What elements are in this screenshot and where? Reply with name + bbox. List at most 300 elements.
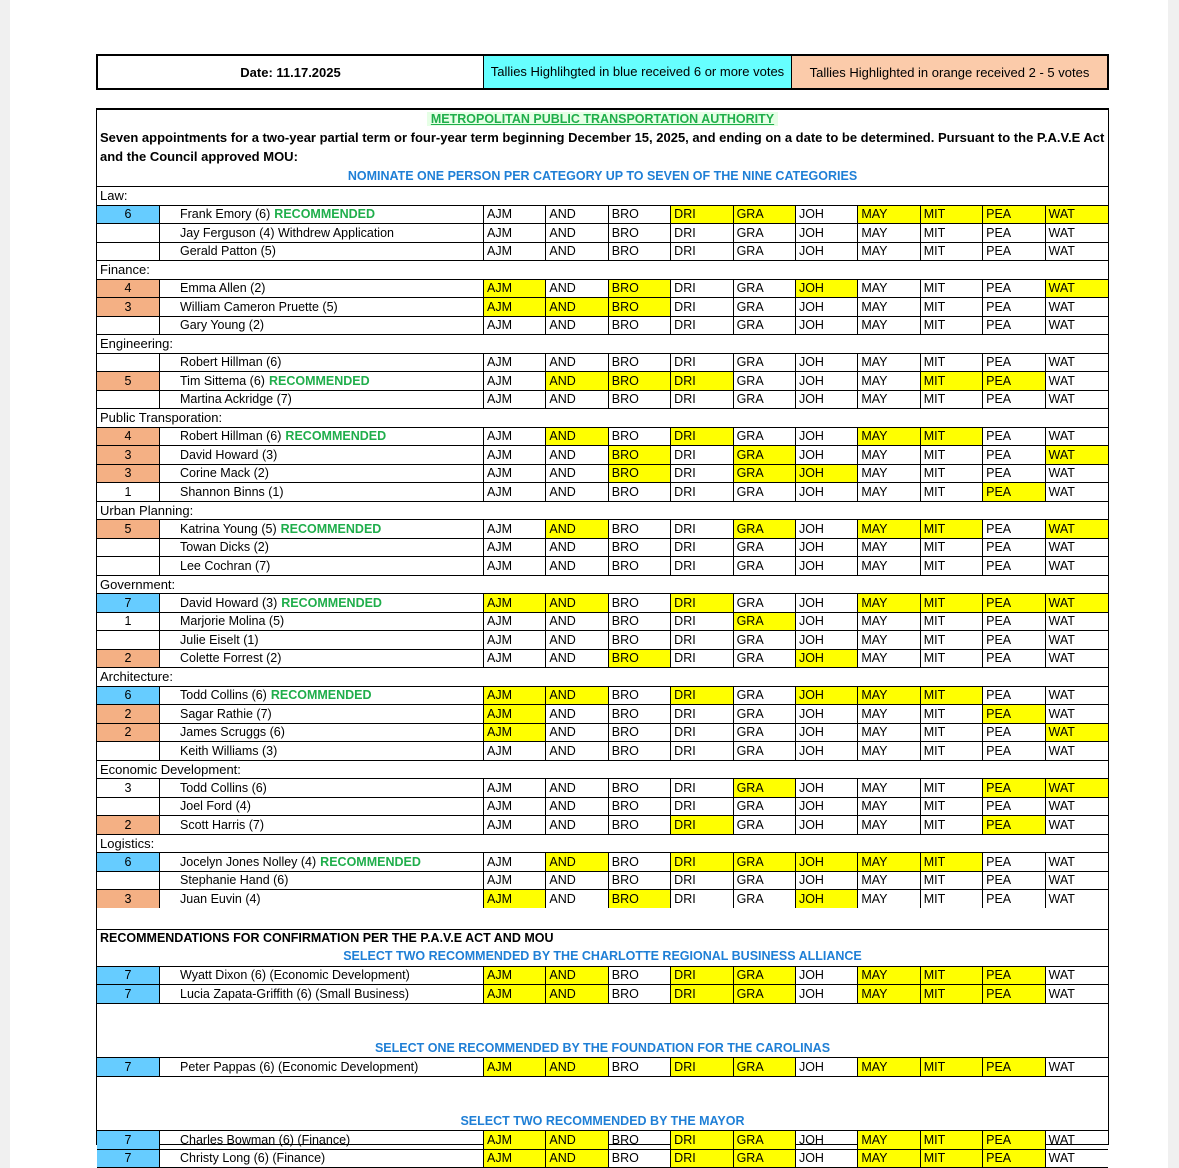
- vote-cell-bro: BRO: [609, 816, 671, 834]
- vote-cell-gra: GRA: [734, 465, 796, 483]
- vote-cell-joh: JOH: [796, 985, 858, 1003]
- tally-cell: 2: [97, 724, 160, 742]
- vote-cell-bro: BRO: [609, 1131, 671, 1149]
- vote-cell-may: MAY: [858, 298, 920, 316]
- vote-cell-ajm: AJM: [484, 724, 546, 742]
- vote-cell-ajm: AJM: [484, 816, 546, 834]
- vote-cell-and: AND: [546, 613, 608, 631]
- vote-cell-and: AND: [546, 483, 608, 501]
- vote-cell-mit: MIT: [921, 705, 983, 723]
- vote-cell-mit: MIT: [921, 465, 983, 483]
- vote-cell-joh: JOH: [796, 705, 858, 723]
- nominee-name-cell: [160, 539, 484, 557]
- vote-cell-bro: BRO: [609, 446, 671, 464]
- table-row: [97, 482, 1108, 501]
- table-row: [97, 797, 1108, 816]
- blue-legend: Tallies Highlihgted in blue received 6 or more votes: [483, 56, 792, 88]
- vote-cell-and: AND: [546, 224, 608, 242]
- tally-cell: 3: [97, 446, 160, 464]
- vote-cell-joh: JOH: [796, 594, 858, 612]
- vote-cell-ajm: AJM: [484, 687, 546, 705]
- nominee-name: Corine Mack (2): [180, 466, 269, 481]
- vote-cell-and: AND: [546, 631, 608, 649]
- vote-cell-mit: MIT: [921, 557, 983, 575]
- vote-cell-joh: JOH: [796, 1058, 858, 1076]
- vote-cell-pea: PEA: [983, 224, 1045, 242]
- nominee-name: Gerald Patton (5): [180, 244, 276, 259]
- vote-cell-wat: WAT: [1048, 986, 1075, 1001]
- nominee-name-cell: [160, 631, 484, 649]
- vote-cell-bro: BRO: [609, 206, 671, 224]
- tally-cell: [97, 391, 160, 409]
- vote-cell-mit: MIT: [921, 872, 983, 890]
- vote-cell-pea: PEA: [983, 280, 1045, 298]
- vote-cell-pea: PEA: [983, 483, 1045, 501]
- vote-cell-dri: DRI: [671, 872, 733, 890]
- table-row: [97, 686, 1108, 705]
- vote-cell-pea: PEA: [983, 465, 1045, 483]
- vote-cell-joh: JOH: [796, 446, 858, 464]
- tally-cell: 4: [97, 280, 160, 298]
- tally-cell: [97, 872, 160, 890]
- vote-cell-mit: MIT: [921, 650, 983, 668]
- vote-cell-dri: DRI: [671, 520, 733, 538]
- vote-cell-joh: JOH: [796, 224, 858, 242]
- vote-cell-wat: WAT: [1048, 1151, 1075, 1166]
- nominee-name-cell: [160, 1131, 484, 1149]
- vote-cell-and: AND: [546, 594, 608, 612]
- tally-cell: 6: [97, 206, 160, 224]
- nominee-name-cell: [160, 354, 484, 372]
- vote-cell-wat: WAT: [1048, 225, 1075, 240]
- vote-cell-wat: WAT: [1046, 779, 1108, 797]
- vote-cell-ajm: AJM: [484, 650, 546, 668]
- vote-cell-and: AND: [546, 1150, 608, 1168]
- vote-cell-and: AND: [546, 280, 608, 298]
- tally-cell: 1: [97, 613, 160, 631]
- vote-cell-mit: MIT: [921, 317, 983, 335]
- vote-cell-pea: PEA: [983, 853, 1045, 871]
- nominee-name-cell: [160, 853, 484, 871]
- vote-cell-pea: PEA: [983, 243, 1045, 261]
- tally-cell: [97, 798, 160, 816]
- vote-cell-and: AND: [546, 317, 608, 335]
- vote-cell-bro: BRO: [609, 687, 671, 705]
- vote-cell-pea: PEA: [983, 967, 1045, 985]
- vote-cell-may: MAY: [858, 539, 920, 557]
- tally-cell: [97, 354, 160, 372]
- vote-cell-dri: DRI: [671, 539, 733, 557]
- vote-cell-mit: MIT: [921, 890, 983, 908]
- vote-cell-and: AND: [546, 705, 608, 723]
- vote-cell-gra: GRA: [734, 650, 796, 668]
- vote-cell-wat: WAT: [1046, 520, 1108, 538]
- vote-cell-and: AND: [546, 816, 608, 834]
- vote-cell-joh: JOH: [796, 967, 858, 985]
- vote-cell-bro: BRO: [609, 539, 671, 557]
- vote-cell-ajm: AJM: [484, 520, 546, 538]
- vote-cell-may: MAY: [858, 687, 920, 705]
- vote-cell-dri: DRI: [671, 798, 733, 816]
- nominee-name: Emma Allen (2): [180, 281, 266, 296]
- vote-cell-dri: DRI: [671, 557, 733, 575]
- table-row: [97, 1130, 1108, 1149]
- vote-cell-ajm: AJM: [484, 391, 546, 409]
- vote-cell-bro: BRO: [609, 779, 671, 797]
- vote-cell-mit: MIT: [921, 816, 983, 834]
- vote-cell-may: MAY: [858, 465, 920, 483]
- vote-cell-dri: DRI: [671, 224, 733, 242]
- vote-cell-wat: WAT: [1048, 1059, 1075, 1074]
- vote-cell-pea: PEA: [983, 779, 1045, 797]
- nominee-name-cell: [160, 967, 484, 985]
- nominee-name: Wyatt Dixon (6) (Economic Development): [180, 968, 410, 983]
- vote-cell-and: AND: [546, 428, 608, 446]
- vote-cell-joh: JOH: [796, 853, 858, 871]
- vote-cell-pea: PEA: [983, 1058, 1045, 1076]
- nominee-name: David Howard (3): [180, 447, 278, 462]
- vote-cell-joh: JOH: [796, 816, 858, 834]
- vote-cell-wat: WAT: [1048, 1132, 1075, 1147]
- vote-cell-dri: DRI: [671, 985, 733, 1003]
- vote-cell-bro: BRO: [609, 742, 671, 760]
- tally-cell: [97, 224, 160, 242]
- vote-cell-may: MAY: [858, 243, 920, 261]
- nominee-name: Robert Hillman (6): [180, 355, 282, 370]
- row-divider: [97, 1003, 1108, 1004]
- vote-cell-and: AND: [546, 446, 608, 464]
- vote-cell-dri: DRI: [671, 650, 733, 668]
- vote-cell-bro: BRO: [609, 243, 671, 261]
- vote-cell-joh: JOH: [796, 483, 858, 501]
- vote-cell-wat: WAT: [1048, 968, 1075, 983]
- vote-cell-mit: MIT: [921, 1058, 983, 1076]
- vote-cell-dri: DRI: [671, 967, 733, 985]
- table-row: [97, 464, 1108, 483]
- nominee-name-cell: [160, 724, 484, 742]
- nominee-name: Todd Collins (6): [180, 688, 267, 703]
- recommended-label: RECOMMENDED: [268, 373, 370, 388]
- vote-cell-and: AND: [546, 872, 608, 890]
- vote-cell-ajm: AJM: [484, 1150, 546, 1168]
- vote-cell-joh: JOH: [796, 520, 858, 538]
- vote-cell-and: AND: [546, 1131, 608, 1149]
- tally-cell: [97, 243, 160, 261]
- vote-cell-bro: BRO: [609, 1058, 671, 1076]
- tally-cell: 3: [97, 779, 160, 797]
- vote-cell-pea: PEA: [983, 742, 1045, 760]
- vote-cell-bro: BRO: [609, 798, 671, 816]
- category-label: Urban Planning:: [97, 501, 1108, 520]
- vote-cell-ajm: AJM: [484, 354, 546, 372]
- vote-cell-dri: DRI: [671, 317, 733, 335]
- table-row: [97, 630, 1108, 649]
- vote-cell-ajm: AJM: [484, 853, 546, 871]
- vote-cell-pea: PEA: [983, 1131, 1045, 1149]
- vote-cell-joh: JOH: [796, 243, 858, 261]
- vote-cell-bro: BRO: [609, 483, 671, 501]
- vote-cell-mit: MIT: [921, 967, 983, 985]
- vote-cell-joh: JOH: [796, 206, 858, 224]
- vote-cell-pea: PEA: [983, 539, 1045, 557]
- vote-cell-bro: BRO: [609, 631, 671, 649]
- vote-cell-bro: BRO: [609, 391, 671, 409]
- vote-cell-joh: JOH: [796, 650, 858, 668]
- nominee-name: Lucia Zapata-Griffith (6) (Small Business): [180, 986, 410, 1001]
- vote-cell-gra: GRA: [734, 317, 796, 335]
- vote-cell-may: MAY: [858, 557, 920, 575]
- vote-cell-bro: BRO: [609, 650, 671, 668]
- vote-cell-gra: GRA: [734, 631, 796, 649]
- vote-cell-may: MAY: [858, 354, 920, 372]
- vote-cell-bro: BRO: [609, 280, 671, 298]
- legend-header: [96, 54, 1109, 90]
- vote-cell-ajm: AJM: [484, 298, 546, 316]
- table-row: [97, 390, 1108, 409]
- vote-cell-dri: DRI: [671, 372, 733, 390]
- table-row: [97, 371, 1108, 390]
- table-row: [97, 519, 1108, 538]
- vote-cell-may: MAY: [858, 650, 920, 668]
- vote-cell-may: MAY: [858, 798, 920, 816]
- vote-cell-pea: PEA: [983, 798, 1045, 816]
- authority-title-text: METROPOLITAN PUBLIC TRANSPORTATION AUTHORITY: [427, 112, 778, 126]
- vote-cell-may: MAY: [858, 428, 920, 446]
- vote-cell-gra: GRA: [734, 224, 796, 242]
- category-label: Economic Development:: [97, 760, 1108, 779]
- vote-cell-bro: BRO: [609, 594, 671, 612]
- table-row: [97, 445, 1108, 464]
- vote-cell-may: MAY: [858, 742, 920, 760]
- vote-cell-gra: GRA: [734, 853, 796, 871]
- vote-cell-dri: DRI: [671, 428, 733, 446]
- vote-cell-bro: BRO: [609, 705, 671, 723]
- vote-cell-joh: JOH: [796, 280, 858, 298]
- vote-cell-and: AND: [546, 853, 608, 871]
- category-label: Government:: [97, 575, 1108, 594]
- vote-cell-mit: MIT: [921, 428, 983, 446]
- vote-cell-joh: JOH: [796, 1150, 858, 1168]
- vote-cell-mit: MIT: [921, 742, 983, 760]
- vote-cell-gra: GRA: [734, 428, 796, 446]
- vote-cell-gra: GRA: [734, 613, 796, 631]
- tally-cell: 5: [97, 520, 160, 538]
- tally-table: [96, 108, 1109, 1166]
- vote-cell-ajm: AJM: [484, 890, 546, 908]
- vote-cell-wat: WAT: [1048, 891, 1075, 906]
- vote-cell-gra: GRA: [734, 483, 796, 501]
- vote-cell-bro: BRO: [609, 298, 671, 316]
- nominee-name-cell: [160, 705, 484, 723]
- vote-cell-joh: JOH: [796, 779, 858, 797]
- vote-cell-ajm: AJM: [484, 742, 546, 760]
- tally-cell: [97, 557, 160, 575]
- tally-cell: 6: [97, 687, 160, 705]
- vote-cell-ajm: AJM: [484, 243, 546, 261]
- vote-cell-ajm: AJM: [484, 317, 546, 335]
- vote-cell-ajm: AJM: [484, 985, 546, 1003]
- vote-cell-pea: PEA: [983, 594, 1045, 612]
- vote-cell-joh: JOH: [796, 391, 858, 409]
- vote-cell-wat: WAT: [1046, 280, 1108, 298]
- vote-cell-bro: BRO: [609, 967, 671, 985]
- tally-cell: 3: [97, 465, 160, 483]
- vote-cell-dri: DRI: [671, 853, 733, 871]
- tally-cell: 7: [97, 594, 160, 612]
- vote-cell-ajm: AJM: [484, 1058, 546, 1076]
- table-row: [97, 984, 1108, 1003]
- nominee-name: Martina Ackridge (7): [180, 392, 292, 407]
- vote-cell-ajm: AJM: [484, 539, 546, 557]
- vote-cell-mit: MIT: [921, 631, 983, 649]
- nominee-name: Scott Harris (7): [180, 817, 265, 832]
- tally-cell: 7: [97, 1150, 160, 1168]
- vote-cell-joh: JOH: [796, 613, 858, 631]
- vote-cell-and: AND: [546, 354, 608, 372]
- vote-cell-and: AND: [546, 985, 608, 1003]
- recommended-label: RECOMMENDED: [274, 207, 375, 222]
- vote-cell-wat: WAT: [1048, 558, 1075, 573]
- intro-text: Seven appointments for a two-year partial term or four-year term beginning December 15, 2025, and ending on a date to be determined. Pursuant to the P.A.V.E Act and the Council approved MOU:: [100, 130, 1105, 164]
- authority-title: [97, 110, 1108, 129]
- tally-cell: 2: [97, 816, 160, 834]
- table-row: [97, 778, 1108, 797]
- table-row: [97, 723, 1108, 742]
- vote-cell-pea: PEA: [983, 557, 1045, 575]
- table-row: [97, 205, 1108, 224]
- vote-cell-dri: DRI: [671, 687, 733, 705]
- vote-cell-joh: JOH: [796, 372, 858, 390]
- vote-cell-wat: WAT: [1048, 817, 1075, 832]
- vote-cell-and: AND: [546, 1058, 608, 1076]
- vote-cell-dri: DRI: [671, 391, 733, 409]
- vote-cell-gra: GRA: [734, 520, 796, 538]
- vote-cell-bro: BRO: [609, 853, 671, 871]
- vote-cell-mit: MIT: [921, 779, 983, 797]
- vote-cell-may: MAY: [858, 1150, 920, 1168]
- nominee-name-cell: [160, 890, 484, 908]
- nominee-name: Keith Williams (3): [180, 743, 278, 758]
- vote-cell-pea: PEA: [983, 428, 1045, 446]
- vote-cell-gra: GRA: [734, 687, 796, 705]
- vote-cell-mit: MIT: [921, 539, 983, 557]
- vote-cell-dri: DRI: [671, 465, 733, 483]
- vote-cell-joh: JOH: [796, 724, 858, 742]
- tally-cell: 5: [97, 372, 160, 390]
- nominee-name: Joel Ford (4): [180, 799, 251, 814]
- vote-cell-mit: MIT: [921, 224, 983, 242]
- vote-cell-mit: MIT: [921, 298, 983, 316]
- table-row: [97, 316, 1108, 335]
- vote-cell-may: MAY: [858, 631, 920, 649]
- vote-cell-may: MAY: [858, 724, 920, 742]
- vote-cell-ajm: AJM: [484, 872, 546, 890]
- nominee-name-cell: [160, 557, 484, 575]
- nominee-name-cell: [160, 872, 484, 890]
- vote-cell-may: MAY: [858, 280, 920, 298]
- vote-cell-mit: MIT: [921, 354, 983, 372]
- vote-cell-ajm: AJM: [484, 967, 546, 985]
- category-label: Architecture:: [97, 667, 1108, 686]
- orange-legend: Tallies Highlighted in orange received 2 - 5 votes: [792, 56, 1107, 88]
- vote-cell-ajm: AJM: [484, 613, 546, 631]
- vote-cell-ajm: AJM: [484, 483, 546, 501]
- vote-cell-ajm: AJM: [484, 631, 546, 649]
- nominee-name-cell: [160, 243, 484, 261]
- vote-cell-may: MAY: [858, 1131, 920, 1149]
- vote-cell-may: MAY: [858, 483, 920, 501]
- vote-cell-ajm: AJM: [484, 224, 546, 242]
- nominee-name: Frank Emory (6): [180, 207, 271, 222]
- row-divider: [97, 1076, 1108, 1077]
- nominee-name-cell: [160, 224, 484, 242]
- date-label: Date: 11.17.2025: [240, 64, 341, 80]
- nominee-name: Lee Cochran (7): [180, 558, 271, 573]
- vote-cell-pea: PEA: [983, 985, 1045, 1003]
- vote-cell-ajm: AJM: [484, 1131, 546, 1149]
- vote-cell-bro: BRO: [609, 317, 671, 335]
- vote-cell-joh: JOH: [796, 428, 858, 446]
- vote-cell-pea: PEA: [983, 687, 1045, 705]
- vote-cell-may: MAY: [858, 613, 920, 631]
- vote-cell-bro: BRO: [609, 372, 671, 390]
- vote-cell-may: MAY: [858, 391, 920, 409]
- vote-cell-bro: BRO: [609, 724, 671, 742]
- vote-cell-and: AND: [546, 798, 608, 816]
- vote-cell-ajm: AJM: [484, 446, 546, 464]
- vote-cell-mit: MIT: [921, 280, 983, 298]
- vote-cell-wat: WAT: [1048, 355, 1075, 370]
- vote-cell-mit: MIT: [921, 206, 983, 224]
- vote-cell-may: MAY: [858, 853, 920, 871]
- nominee-name: Tim Sittema (6): [180, 373, 265, 388]
- table-row: [97, 279, 1108, 298]
- vote-cell-wat: WAT: [1048, 743, 1075, 758]
- vote-cell-dri: DRI: [671, 779, 733, 797]
- vote-cell-gra: GRA: [734, 391, 796, 409]
- nominee-name-cell: [160, 298, 484, 316]
- vote-cell-may: MAY: [858, 372, 920, 390]
- vote-cell-ajm: AJM: [484, 206, 546, 224]
- tally-cell: 7: [97, 1058, 160, 1076]
- vote-cell-joh: JOH: [796, 539, 858, 557]
- nominee-name: Christy Long (6) (Finance): [180, 1151, 326, 1166]
- vote-cell-may: MAY: [858, 872, 920, 890]
- nominee-name: Shannon Binns (1): [180, 484, 284, 499]
- vote-cell-and: AND: [546, 372, 608, 390]
- vote-cell-mit: MIT: [921, 798, 983, 816]
- nominee-name: Towan Dicks (2): [180, 540, 269, 555]
- nominee-name-cell: [160, 391, 484, 409]
- vote-cell-mit: MIT: [921, 985, 983, 1003]
- vote-cell-gra: GRA: [734, 372, 796, 390]
- table-row: [97, 966, 1108, 985]
- vote-cell-joh: JOH: [796, 465, 858, 483]
- table-row: [97, 538, 1108, 557]
- vote-cell-joh: JOH: [796, 557, 858, 575]
- vote-cell-pea: PEA: [983, 631, 1045, 649]
- vote-cell-dri: DRI: [671, 705, 733, 723]
- vote-cell-ajm: AJM: [484, 798, 546, 816]
- vote-cell-and: AND: [546, 742, 608, 760]
- nominee-name-cell: [160, 742, 484, 760]
- tally-cell: 7: [97, 967, 160, 985]
- table-row: [97, 242, 1108, 261]
- vote-cell-dri: DRI: [671, 1150, 733, 1168]
- vote-cell-gra: GRA: [734, 872, 796, 890]
- vote-cell-dri: DRI: [671, 742, 733, 760]
- vote-cell-wat: WAT: [1048, 318, 1075, 333]
